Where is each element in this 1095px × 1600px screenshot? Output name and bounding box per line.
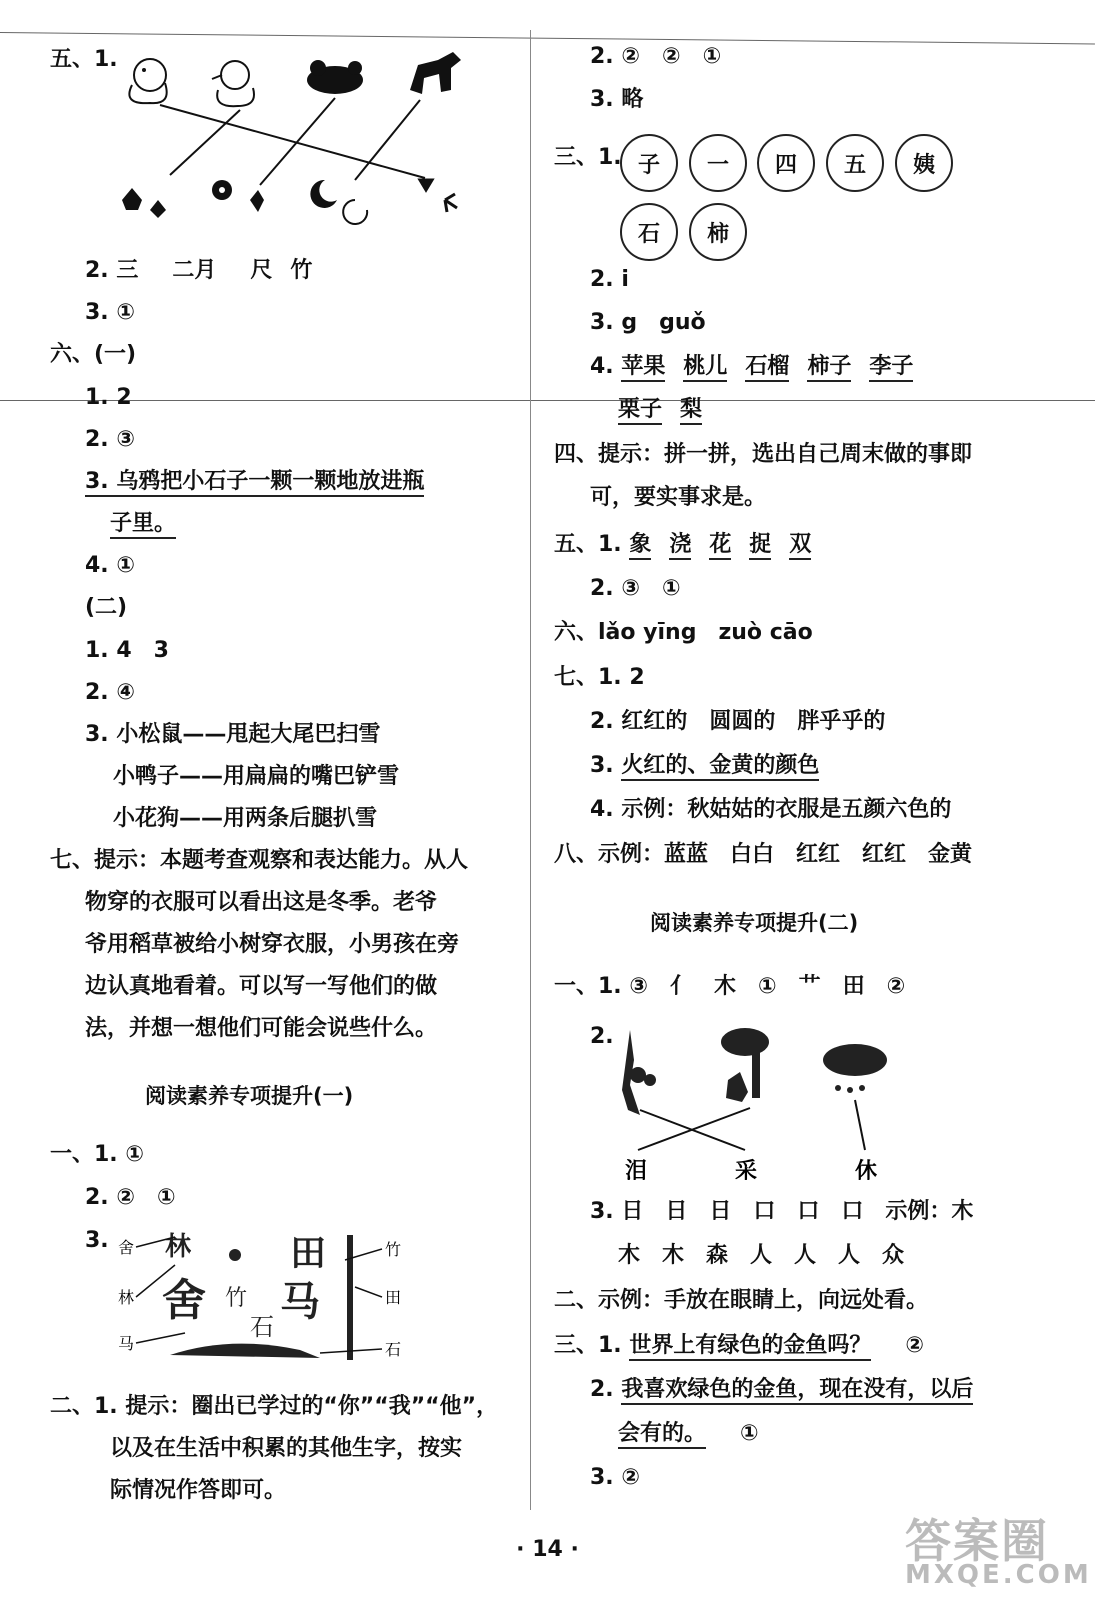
pic-label-shi: 石 xyxy=(385,1340,402,1359)
pic-label-she: 舍 xyxy=(118,1238,135,1257)
s3-4-line: 4. 苹果 桃儿 石榴 柿子 李子 xyxy=(590,352,913,382)
s3-2-line: 2. i xyxy=(590,267,629,292)
q6-b3-line-a: 3. 小松鼠——甩起大尾巴扫雪 xyxy=(85,722,381,747)
q6-1-line: 1. 2 xyxy=(85,385,132,410)
s3-label: 三、1. xyxy=(554,145,622,170)
t1-3-line-a: 3. 日 日 日 口 口 口 示例：木 xyxy=(590,1199,974,1224)
pic-label-lin: 林 xyxy=(118,1288,135,1307)
plum-footprint-icon xyxy=(212,180,264,212)
resting-under-tree-icon xyxy=(721,1028,769,1102)
q6-3-line-b: 子里。 xyxy=(110,509,176,539)
q6-part2-heading: (二) xyxy=(85,595,128,620)
q6-3-line-a: 3. 乌鸦把小石子一颗一颗地放进瓶 xyxy=(85,467,424,497)
q6-b3-line-c: 小花狗——用两条后腿扒雪 xyxy=(113,806,378,831)
pic-label-tian: 田 xyxy=(385,1288,402,1307)
crying-cloud-icon xyxy=(823,1044,887,1093)
s4-line-b: 可，要实事求是。 xyxy=(590,485,767,510)
circled-char-shi: 石 xyxy=(620,203,678,261)
q7-line-b: 物穿的衣服可以看出这是冬季。老爷 xyxy=(85,890,438,915)
watermark-logo-text: 答案圈 xyxy=(905,1514,1049,1568)
circled-char-si: 四 xyxy=(757,134,815,192)
bamboo-footprint-icon xyxy=(420,180,457,212)
s5-line: 五、1. 象 浇 花 捉 双 xyxy=(554,530,811,560)
column-divider xyxy=(530,30,531,1510)
q6-4-line: 4. ① xyxy=(85,553,135,578)
match-char-cai: 采 xyxy=(735,1159,758,1180)
r1-1-line: 一、1. ① xyxy=(50,1142,144,1167)
q6-b2-line: 2. ④ xyxy=(85,680,135,705)
s8-line: 八、示例：蓝蓝 白白 红红 红红 金黄 xyxy=(554,842,973,867)
s7-1-line: 七、1. 2 xyxy=(554,665,645,690)
animal-footprint-matching-figure xyxy=(110,50,490,240)
s5-2-line: 2. ③ ① xyxy=(590,576,681,601)
svg-text:竹: 竹 xyxy=(225,1286,248,1311)
q6-2-line: 2. ③ xyxy=(85,427,135,452)
t1-2-label: 2. xyxy=(590,1024,614,1049)
svg-text:田: 田 xyxy=(290,1233,327,1274)
t1-1-line: 一、1. ③ 亻 木 ① 艹 田 ② xyxy=(554,974,906,999)
q6-heading: 六、(一) xyxy=(50,342,137,367)
pic-label-ma: 马 xyxy=(118,1334,135,1353)
circled-char-zi: 子 xyxy=(620,134,678,192)
pic-label-zhu: 竹 xyxy=(385,1240,402,1259)
match-line-3 xyxy=(260,98,335,185)
r2-1-line-b: 以及在生活中积累的其他生字，按实 xyxy=(110,1436,463,1461)
t3-2-line-a: 2. 我喜欢绿色的金鱼，现在没有，以后 xyxy=(590,1375,973,1405)
scan-line-top xyxy=(0,32,1095,44)
a3-line: 3. 略 xyxy=(590,87,644,112)
dog-icon xyxy=(307,60,363,94)
t3-2-line-b: 会有的。 ① xyxy=(618,1419,759,1449)
leaf-footprint-icon xyxy=(122,188,166,218)
q6-b3-line-b: 小鸭子——用扁扁的嘴巴铲雪 xyxy=(113,764,400,789)
q5-3-line: 3. ① xyxy=(85,300,135,325)
s3-3-line: 3. g guǒ xyxy=(590,310,706,335)
r2-1-line-c: 际情况作答即可。 xyxy=(110,1478,287,1503)
chick-icon xyxy=(129,59,166,103)
match-char-xiu: 休 xyxy=(855,1159,878,1180)
q7-line-d: 边认真地看着。可以写一写他们的做 xyxy=(85,974,438,999)
circled-char-yi: 一 xyxy=(689,134,747,192)
s7-2-line: 2. 红红的 圆圆的 胖乎乎的 xyxy=(590,709,886,734)
a2-line: 2. ② ② ① xyxy=(590,44,722,69)
picking-flowers-icon xyxy=(622,1030,656,1115)
section-heading-1: 阅读素养专项提升(一) xyxy=(145,1084,354,1108)
moon-footprint-icon xyxy=(310,180,367,224)
r1-2-line: 2. ② ① xyxy=(85,1185,176,1210)
s3-4-line-b: 栗子 梨 xyxy=(618,395,702,425)
watermark-url: MXQE.COM xyxy=(905,1560,1092,1590)
circled-char-yi2: 姨 xyxy=(895,134,953,192)
q5-label: 五、1. xyxy=(50,47,118,72)
q7-line-c: 爷用稻草被给小树穿衣服，小男孩在旁 xyxy=(85,932,460,957)
duck-icon xyxy=(212,61,254,106)
s7-4-line: 4. 示例：秋姑姑的衣服是五颜六色的 xyxy=(590,797,952,822)
t3-1-line: 三、1. 世界上有绿色的金鱼吗？ ② xyxy=(554,1331,924,1361)
t1-3-line-b: 木 木 森 人 人 人 众 xyxy=(618,1243,905,1268)
q6-b1-line: 1. 4 3 xyxy=(85,638,169,663)
horse-icon xyxy=(410,52,461,94)
scan-line-middle xyxy=(0,400,1095,401)
r1-3-label: 3. xyxy=(85,1228,109,1253)
s4-line-a: 四、提示：拼一拼，选出自己周末做的事即 xyxy=(554,442,973,467)
circled-char-shi2: 柿 xyxy=(689,203,747,261)
character-picture-figure xyxy=(110,1225,410,1375)
svg-text:马: 马 xyxy=(280,1279,320,1325)
picture-character-matching-figure xyxy=(610,1020,910,1180)
page-number: · 14 · xyxy=(516,1537,579,1562)
svg-text:石: 石 xyxy=(250,1313,274,1341)
q7-line-e: 法，并想一想他们可能会说些什么。 xyxy=(85,1016,438,1041)
section-heading-2: 阅读素养专项提升(二) xyxy=(650,911,859,935)
s7-3-line: 3. 火红的、金黄的颜色 xyxy=(590,751,819,781)
s6-line: 六、lǎo yīng zuò cāo xyxy=(554,620,813,645)
svg-text:舍: 舍 xyxy=(162,1275,206,1326)
svg-text:林: 林 xyxy=(165,1232,192,1262)
t3-3-line: 3. ② xyxy=(590,1465,640,1490)
match-line-2 xyxy=(170,110,240,175)
r2-1-line-a: 二、1. 提示：圈出已学过的“你”“我”“他”， xyxy=(50,1394,499,1419)
q5-2-line: 2. 三 二月 尺 竹 xyxy=(85,258,313,283)
match-char-lei: 泪 xyxy=(625,1159,648,1180)
t2-line: 二、示例：手放在眼睛上，向远处看。 xyxy=(554,1288,929,1313)
circled-char-wu: 五 xyxy=(826,134,884,192)
q7-line-a: 七、提示：本题考查观察和表达能力。从人 xyxy=(50,848,469,873)
